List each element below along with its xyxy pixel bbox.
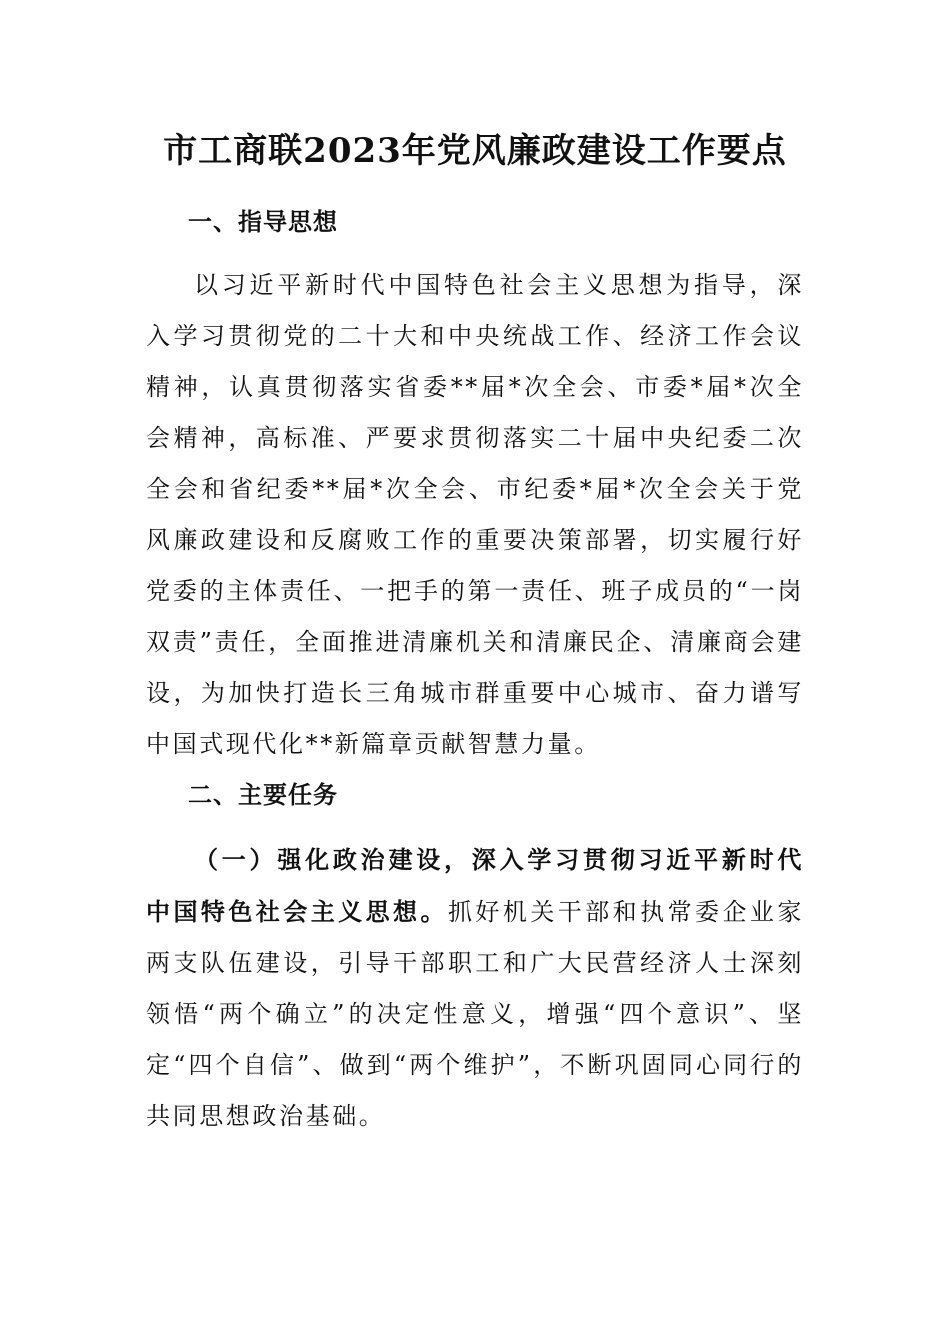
document-title: 市工商联2023年党风廉政建设工作要点 — [163, 131, 787, 171]
section-heading-main-tasks: 二、主要任务 — [188, 780, 338, 809]
section-heading-guiding-ideology: 一、指导思想 — [188, 207, 338, 236]
task-item-1-body: 抓好机关干部和执常委企业家两支队伍建设，引导干部职工和广大民营经济人士深刻领悟“两个确立”的决定性意义，增强“四个意识”、坚定“四个自信”、做到“两个维护”，不断巩固同心同行的共同思想政治基础。 — [146, 898, 804, 1130]
task-item-1-lead: （一）强化政治建设，深入学习贯彻习近平新时代中国特色社会主义思想。 — [146, 845, 804, 926]
task-item-1 — [146, 834, 804, 1142]
section-body-guiding-ideology: 以习近平新时代中国特色社会主义思想为指导，深入学习贯彻党的二十大和中央统战工作、经济工作会议精神，认真贯彻落实省委**届*次全会、市委*届*次全会精神，高标准、严要求贯彻落实二十届中央纪委二次全会和省纪委**届*次全会、市纪委*届*次全会关于党风廉政建设和反腐败工作的重要决策部署，切实履行好党委的主体责任、一把手的第一责任、班子成员的“一岗双责”责任，全面推进清廉机关和清廉民企、清廉商会建设，为加快打造长三角城市群重要中心城市、奋力谱写中国式现代化**新篇章贡献智慧力量。 — [146, 271, 804, 758]
